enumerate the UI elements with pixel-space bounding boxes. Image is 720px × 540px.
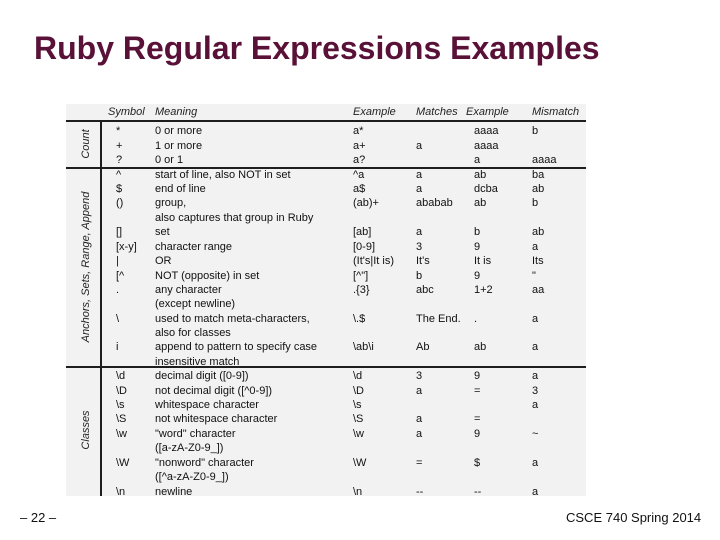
cell-example-2: aaaa [474, 140, 499, 152]
cell-mismatch: aa [532, 284, 545, 296]
cell-meaning: not whitespace character [155, 413, 278, 425]
table-row [0, 297, 720, 312]
cell-example: [ab] [353, 226, 372, 238]
cell-matches: b [416, 270, 423, 282]
cell-matches: = [416, 457, 423, 469]
cell-symbol: \n [116, 486, 126, 498]
cell-example-2: 1+2 [474, 284, 493, 296]
cell-symbol: () [116, 197, 124, 209]
cell-mismatch: a [532, 399, 539, 411]
cell-symbol: \d [116, 370, 126, 382]
cell-example-2: ab [474, 197, 487, 209]
cell-example-2: dcba [474, 183, 498, 195]
cell-mismatch: Its [532, 255, 544, 267]
cell-meaning: append to pattern to specify case [155, 341, 318, 353]
cell-mismatch: ~ [532, 428, 539, 440]
table-row [0, 196, 720, 211]
cell-example: \.$ [353, 313, 366, 325]
cell-symbol: [x-y] [116, 241, 137, 253]
cell-example: a$ [353, 183, 366, 195]
cell-mismatch: ab [532, 226, 545, 238]
cell-example: ^a [353, 169, 365, 181]
cell-mismatch: ba [532, 169, 545, 181]
cell-symbol: \s [116, 399, 125, 411]
cell-meaning: start of line, also NOT in set [155, 169, 291, 181]
cell-matches: abc [416, 284, 434, 296]
table-row [0, 168, 720, 183]
cell-symbol: $ [116, 183, 123, 195]
header-symbol: Symbol [108, 106, 145, 118]
cell-example-2: aaaa [474, 125, 499, 137]
table-row [0, 470, 720, 485]
cell-example: [^"] [353, 270, 369, 282]
header-example: Example [353, 106, 396, 118]
cell-meaning: 1 or more [155, 140, 203, 152]
header-meaning: Meaning [155, 106, 198, 118]
cell-meaning: whitespace character [155, 399, 259, 411]
cell-example: (ab)+ [353, 197, 379, 209]
table-row [0, 211, 720, 226]
section-label-classes: Classes [80, 410, 92, 450]
table-row [0, 254, 720, 269]
cell-example: \D [353, 385, 364, 397]
cell-mismatch: a [532, 486, 539, 498]
cell-meaning: not decimal digit ([^0-9]) [155, 385, 273, 397]
cell-example: a* [353, 125, 364, 137]
cell-mismatch: ab [532, 183, 545, 195]
table-row [0, 269, 720, 284]
table-row [0, 124, 720, 139]
header-mismatch: Mismatch [532, 106, 580, 118]
cell-meaning: (except newline) [155, 298, 236, 310]
cell-example-2: 9 [474, 370, 481, 382]
cell-example-2: 9 [474, 270, 481, 282]
cell-meaning: "nonword" character [155, 457, 254, 469]
header-matches: Matches [416, 106, 458, 118]
cell-symbol: . [116, 284, 120, 296]
cell-matches: a [416, 226, 423, 238]
rule-header [66, 120, 586, 122]
cell-meaning: newline [155, 486, 193, 498]
cell-symbol: \S [116, 413, 127, 425]
cell-meaning: 0 or more [155, 125, 203, 137]
cell-matches: a [416, 183, 423, 195]
cell-meaning: group, [155, 197, 187, 209]
cell-example: \s [353, 399, 362, 411]
cell-meaning: also for classes [155, 327, 231, 339]
cell-example-2: a [474, 154, 481, 166]
cell-mismatch: a [532, 313, 539, 325]
table-row [0, 340, 720, 355]
cell-symbol: i [116, 341, 119, 353]
cell-symbol: ^ [116, 169, 122, 181]
cell-meaning: used to match meta-characters, [155, 313, 310, 325]
slide-title: Ruby Regular Expressions Examples [34, 30, 600, 66]
header-example-2: Example [466, 106, 509, 118]
cell-example-2: It is [474, 255, 492, 267]
cell-mismatch: aaaa [532, 154, 557, 166]
table-row [0, 312, 720, 327]
cell-example: \S [353, 413, 364, 425]
table-row [0, 412, 720, 427]
page-number: – 22 – [20, 510, 57, 525]
cell-example: a? [353, 154, 366, 166]
cell-meaning: OR [155, 255, 172, 267]
cell-mismatch: " [532, 270, 536, 282]
cell-mismatch: 3 [532, 385, 539, 397]
table-row [0, 369, 720, 384]
cell-symbol: * [116, 125, 121, 137]
table-row [0, 326, 720, 341]
table-row [0, 427, 720, 442]
table-row [0, 485, 720, 500]
table-row [0, 398, 720, 413]
cell-symbol: + [116, 140, 123, 152]
cell-meaning: also captures that group in Ruby [155, 212, 314, 224]
cell-mismatch: b [532, 197, 539, 209]
cell-meaning: ([^a-zA-Z0-9_]) [155, 471, 229, 483]
cell-matches: 3 [416, 370, 423, 382]
cell-example: \ab\i [353, 341, 374, 353]
cell-matches: The End. [416, 313, 461, 325]
cell-mismatch: a [532, 341, 539, 353]
cell-meaning: "word" character [155, 428, 236, 440]
cell-matches: a [416, 140, 423, 152]
cell-example-2: = [474, 385, 481, 397]
cell-symbol: | [116, 255, 119, 267]
cell-meaning: insensitive match [155, 356, 240, 368]
cell-meaning: 0 or 1 [155, 154, 184, 166]
cell-symbol: [] [116, 226, 123, 238]
section-label-anchors: Anchors, Sets, Range, Append [80, 191, 92, 343]
cell-mismatch: a [532, 457, 539, 469]
cell-example: \n [353, 486, 363, 498]
cell-meaning: ([a-zA-Z0-9_]) [155, 442, 224, 454]
cell-example-2: $ [474, 457, 481, 469]
cell-matches: a [416, 413, 423, 425]
cell-mismatch: a [532, 241, 539, 253]
cell-example: \W [353, 457, 367, 469]
cell-matches: ababab [416, 197, 453, 209]
cell-example-2: 9 [474, 428, 481, 440]
cell-meaning: NOT (opposite) in set [155, 270, 260, 282]
cell-example: (It's|It is) [353, 255, 395, 267]
cell-symbol: \ [116, 313, 120, 325]
cell-symbol: \w [116, 428, 127, 440]
cell-example-2: -- [474, 486, 482, 498]
table-row [0, 240, 720, 255]
cell-matches: a [416, 169, 423, 181]
cell-mismatch: a [532, 370, 539, 382]
table-row [0, 355, 720, 370]
cell-example-2: 9 [474, 241, 481, 253]
cell-matches: 3 [416, 241, 423, 253]
cell-example: \d [353, 370, 363, 382]
cell-example-2: b [474, 226, 481, 238]
cell-meaning: decimal digit ([0-9]) [155, 370, 249, 382]
cell-example-2: = [474, 413, 481, 425]
cell-matches: a [416, 385, 423, 397]
section-label-count: Count [80, 129, 92, 159]
table-row [0, 182, 720, 197]
cell-example-2: . [474, 313, 478, 325]
table-row [0, 456, 720, 471]
cell-symbol: ? [116, 154, 123, 166]
cell-example: [0-9] [353, 241, 376, 253]
cell-mismatch: b [532, 125, 539, 137]
cell-matches: It's [416, 255, 430, 267]
table-row [0, 153, 720, 168]
cell-example-2: ab [474, 169, 487, 181]
cell-meaning: character range [155, 241, 233, 253]
cell-symbol: [^ [116, 270, 125, 282]
cell-meaning: any character [155, 284, 222, 296]
cell-meaning: set [155, 226, 170, 238]
table-row [0, 384, 720, 399]
cell-example-2: ab [474, 341, 487, 353]
cell-example: \w [353, 428, 364, 440]
cell-example: a+ [353, 140, 366, 152]
cell-symbol: \W [116, 457, 130, 469]
cell-matches: -- [416, 486, 424, 498]
course-label: CSCE 740 Spring 2014 [566, 510, 702, 525]
table-row [0, 283, 720, 298]
table-row [0, 441, 720, 456]
table-row [0, 139, 720, 154]
cell-example: .{3} [353, 284, 370, 296]
table-row [0, 225, 720, 240]
cell-matches: Ab [416, 341, 430, 353]
cell-meaning: end of line [155, 183, 206, 195]
cell-matches: a [416, 428, 423, 440]
cell-symbol: \D [116, 385, 127, 397]
